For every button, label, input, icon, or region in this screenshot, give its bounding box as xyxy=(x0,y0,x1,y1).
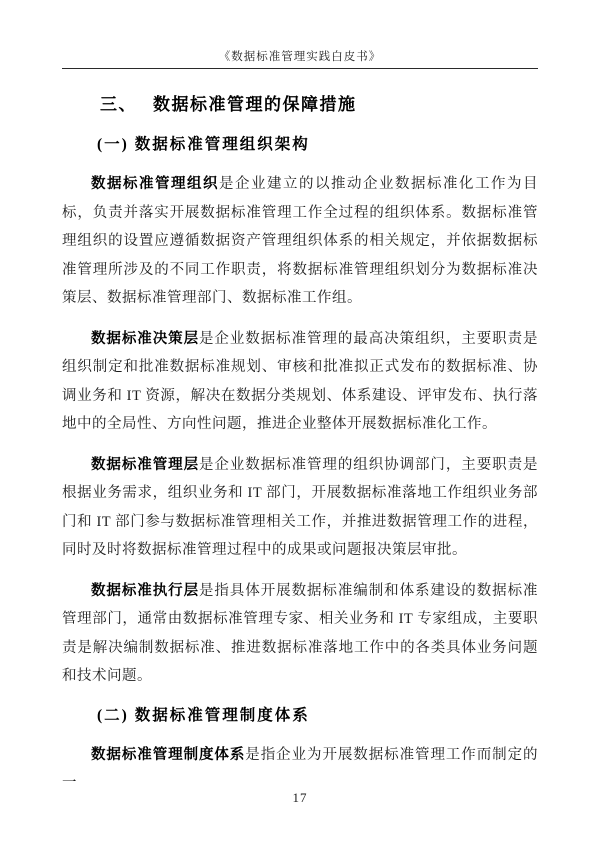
paragraph-management-layer xyxy=(62,451,538,565)
paragraph-institution-system-text: 是指企业为开展数据标准管理工作而制定的一 xyxy=(62,746,539,791)
header-rule xyxy=(62,68,538,69)
running-header xyxy=(0,0,600,64)
paragraph-execution-layer xyxy=(62,577,538,691)
section-heading-1: (一) 数据标准管理组织架构 xyxy=(97,136,310,153)
page-content xyxy=(62,93,538,798)
chapter-title: 数据标准管理的保障措施 xyxy=(153,95,357,114)
paragraph-org-lead: 数据标准管理组织 xyxy=(91,176,219,192)
paragraph-management-layer-lead: 数据标准管理层 xyxy=(91,456,199,473)
paragraph-decision-layer-lead: 数据标准决策层 xyxy=(91,330,199,347)
section-heading-2: (二) 数据标准管理制度体系 xyxy=(97,706,310,724)
paragraph-execution-layer-text: 是指具体开展数据标准编制和体系建设的数据标准管理部门，通常由数据标准管理专家、相关业务和 IT 专家组成，主要职责是解决编制数据标准、推进数据标准落地工作中的各类具体业务问题和技术问题。 xyxy=(62,582,538,684)
paragraph-org-text: 是企业建立的以推动企业数据标准化工作为目标，负责并落实开展数据标准管理工作全过程的组织体系。数据标准管理组织的设置应遵循数据资产管理组织体系的相关规定，并依据数据标准管理所涉及的不同工作职责，将数据标准管理组织划分为数据标准决策层、数据标准管理部门、数据标准工作组。 xyxy=(62,176,538,306)
page-number: 17 xyxy=(292,790,308,805)
paragraph-org xyxy=(62,170,538,313)
paragraph-decision-layer xyxy=(62,325,538,439)
paragraph-decision-layer-text: 是企业数据标准管理的最高决策组织，主要职责是组织制定和批准数据标准规划、审核和批准拟正式发布的数据标准、协调业务和 IT 资源，解决在数据分类规划、体系建设、评审发布、执行落地中的全局性、方向性问题，推进企业整体开展数据标准化工作。 xyxy=(62,330,538,432)
running-header-title: 《数据标准管理实践白皮书》 xyxy=(218,51,382,63)
paragraph-institution-system-lead: 数据标准管理制度体系 xyxy=(91,746,246,763)
chapter-heading xyxy=(100,93,538,117)
paragraph-execution-layer-lead: 数据标准执行层 xyxy=(91,582,199,599)
paragraph-management-layer-text: 是企业数据标准管理的组织协调部门，主要职责是根据业务需求，组织业务和 IT 部门，开展数据标准落地工作组织业务部门和 IT 部门参与数据标准管理相关工作，并推进数据管理工作的进程，同时及时将数据标准管理过程中的成果或问题报决策层审批。 xyxy=(62,456,538,558)
paragraph-institution-system xyxy=(62,741,538,798)
chapter-number: 三、 xyxy=(100,95,137,114)
